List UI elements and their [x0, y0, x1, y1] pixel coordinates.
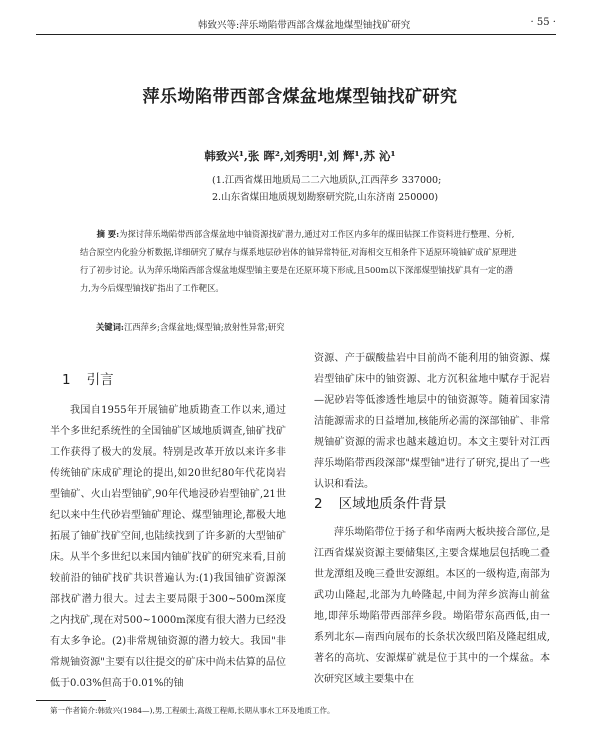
paragraph-intro-2: 从半个多世纪以来国内铀矿找矿的研究来看,目前较前沿的铀矿找矿共识普遍认为:(1)我国铀矿资源深部找矿潜力很大。过去主要局限于300~500m深度之内找矿,现在对500~1000m深度有很大潜力已经没有太多争论。(2)非常规铀资源的潜力较大。我国"非常规铀资源"主要有以往提交的矿床中尚未估算的品位低于0.03%但高于0.01%的铀 — [50, 552, 286, 689]
paragraph-geology-1: 萍乐坳陷带位于扬子和华南两大板块接合部位,是江西省煤炭资源主要储集区,主要含煤地层包括晚二叠世龙潭组及晚三叠世安源组。本区的一级构造,南部为武功山隆起,北部为九岭隆起,中间为萍乡滨海山前盆地,即萍乐坳陷带西部萍乡段。坳陷带东高西低,由一系列北东—南西向展布的长条状次级凹陷及隆起组成,著名的高坑、安源煤矿就是位于其中的一个煤盆。本次研究区域主要集中在 — [314, 527, 550, 685]
footnote: 第一作者简介:韩致兴(1984—),男,工程硕士,高级工程师,长期从事水工环及地质工作。 — [50, 706, 335, 715]
paragraph-intro-1: 我国自1955年开展铀矿地质勘查工作以来,通过半个多世纪系统性的全国铀矿区域地质调查,铀矿找矿工作获得了极大的发展。特别是改革开放以来许多非传统铀矿床成矿理论的提出,如20世纪80年代花岗岩型铀矿、火山岩型铀矿,90年代地浸砂岩型铀矿,21世纪以来中生代砂岩型铀矿理论、煤型铀理论,都极大地拓展了铀矿找矿空间,也陆续找到了许多新的大型铀矿床。 — [50, 405, 286, 563]
keywords-text: 江西萍乡;含煤盆地;煤型铀;放射性异常;研究 — [123, 322, 285, 332]
section-number: 1 — [62, 372, 71, 388]
paragraph-intro-continued: 资源、产于碳酸盐岩中目前尚不能利用的铀资源、煤岩型铀矿床中的铀资源、北方沉积盆地中赋存于泥岩—泥砂岩等低渗透性地层中的铀资源等。随着国家清洁能源需求的日益增加,核能所必需的深部铀矿、非常规铀矿资源的需求也越来越迫切。本文主要针对江西萍乐坳陷带西段深部"煤型铀"进行了研究,提出了一些认识和看法。 — [314, 353, 550, 490]
section-heading-intro — [62, 368, 114, 388]
abstract — [80, 225, 520, 297]
running-header — [36, 14, 556, 35]
running-title: 韩致兴等:萍乐坳陷带西部含煤盆地煤型铀找矿研究 — [198, 20, 411, 31]
abstract-label: 摘 要: — [96, 229, 120, 239]
section-title: 区域地质条件背景 — [338, 496, 447, 512]
footnote-rule — [36, 700, 106, 701]
section-heading-geology — [314, 492, 447, 512]
keywords-label: 关键词: — [96, 322, 124, 332]
affiliation-1: (1.江西省煤田地质局二二六地质队,江西萍乡 337000; — [212, 175, 442, 186]
keywords — [96, 321, 285, 333]
authors: 韩致兴¹,张 晖²,刘秀明¹,刘 辉¹,苏 沁¹ — [204, 149, 396, 163]
affiliation-2: 2.山东省煤田地质规划勘察研究院,山东济南 250000) — [212, 192, 439, 203]
paper-title: 萍乐坳陷带西部含煤盆地煤型铀找矿研究 — [142, 87, 458, 107]
abstract-text: 为探讨萍乐坳陷带西部含煤盆地中铀资源找矿潜力,通过对工作区内多年的煤田钻探工作资料进行整理、分析,结合原空内化验分析数据,详细研究了赋存与煤系地层砂岩体的铀异常特征,对海相交互相条件下适原环境铀矿成矿原理进行了初步讨论。认为萍乐坳陷西部含煤盆地煤型铀主要是在还原环境下形成,且500m以下深部煤型铀找矿具有一定的潜力,为今后煤型铀找矿指出了工作靶区。 — [80, 229, 517, 293]
section-number: 2 — [314, 496, 323, 512]
section-title: 引言 — [86, 372, 114, 388]
page-number: · 55 · — [530, 17, 556, 28]
